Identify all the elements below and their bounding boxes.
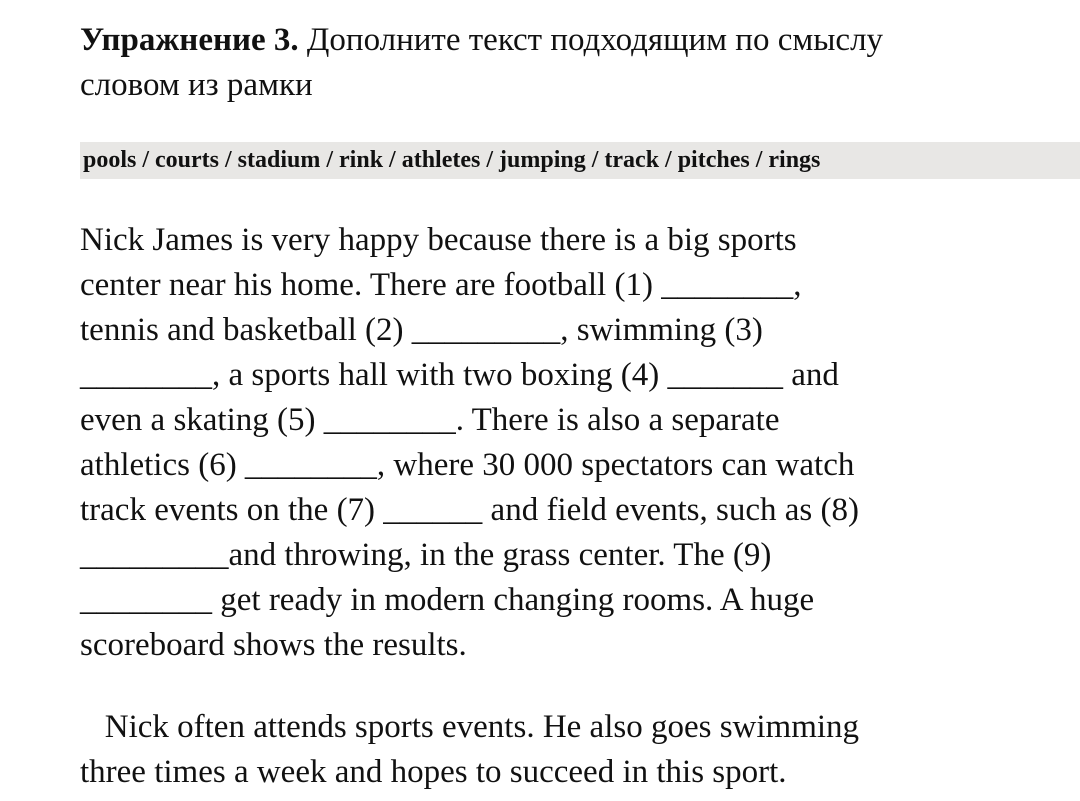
paragraph-line: athletics (6) ________, where 30 000 spectators can watch — [80, 447, 855, 483]
paragraph-line: ________, a sports hall with two boxing (4) _______ and — [80, 357, 839, 393]
word-box: pools / courts / stadium / rink / athletes / jumping / track / pitches / rings — [80, 142, 1080, 179]
exercise-instruction-line2: словом из рамки — [80, 67, 313, 103]
paragraph-line: track events on the (7) ______ and field events, such as (8) — [80, 492, 859, 528]
paragraph-line: _________and throwing, in the grass center. The (9) — [80, 537, 772, 573]
paragraph-line: Nick often attends sports events. He also goes swimming — [80, 709, 860, 745]
paragraph-line: Nick James is very happy because there is a big sports — [80, 222, 797, 258]
paragraph-line: scoreboard shows the results. — [80, 627, 467, 663]
paragraph-line: center near his home. There are football (1) ________, — [80, 267, 802, 303]
text-paragraph-1 — [80, 218, 1010, 668]
exercise-title — [80, 18, 1040, 108]
paragraph-line: ________ get ready in modern changing rooms. A huge — [80, 582, 815, 618]
paragraph-line: three times a week and hopes to succeed in this sport. — [80, 754, 787, 790]
exercise-instruction: Дополните текст подходящим по смыслу — [298, 22, 884, 58]
paragraph-line: tennis and basketball (2) _________, swimming (3) — [80, 312, 763, 348]
exercise-number: Упражнение 3. — [80, 22, 299, 58]
paragraph-line: even a skating (5) ________. There is also a separate — [80, 402, 780, 438]
text-paragraph-2 — [80, 705, 1010, 795]
